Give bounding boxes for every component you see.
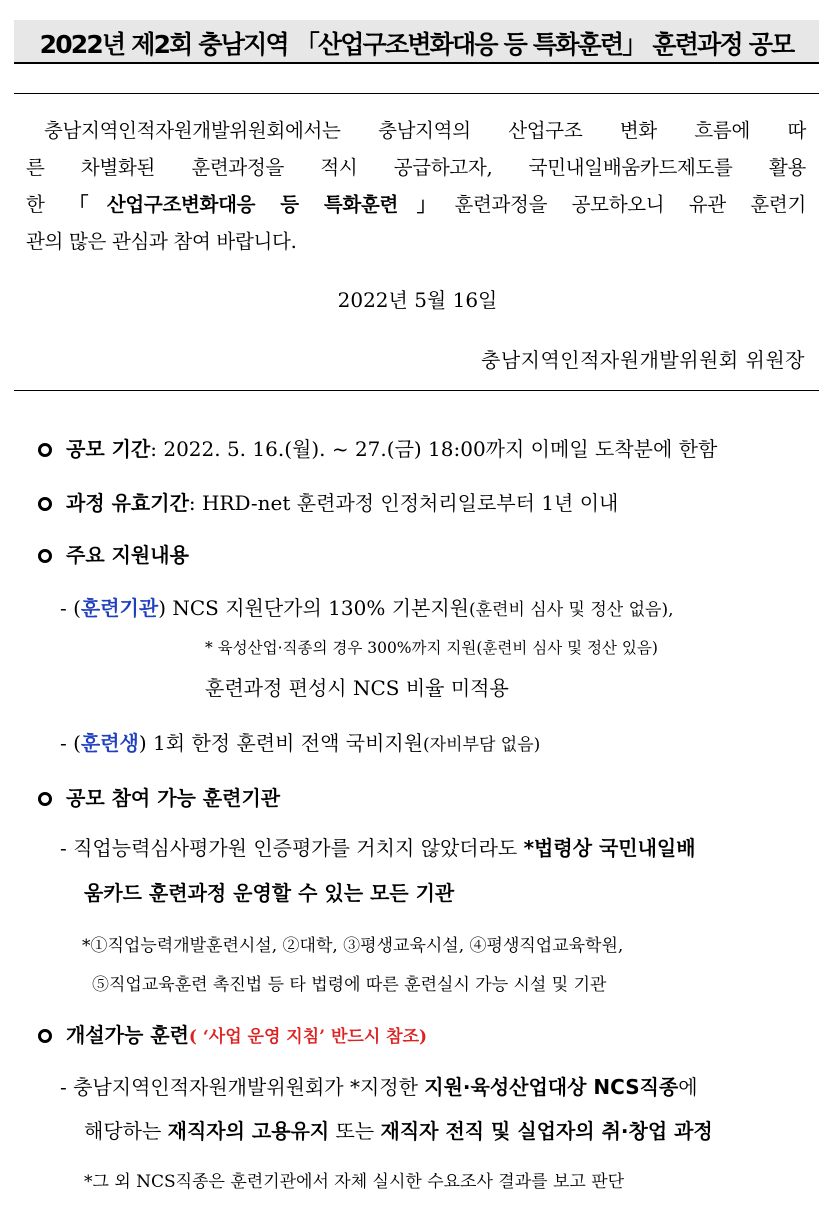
trainee-note: (자비부담 없음) — [423, 735, 541, 755]
section-eligible — [38, 782, 280, 811]
intro-line-4: 관의 많은 관심과 참여 바랍니다. — [26, 230, 297, 253]
eligible-line-2: 움카드 훈련과정 운영할 수 있는 모든 기관 — [84, 881, 455, 905]
intro-paragraph — [26, 112, 806, 260]
period-label: 공모 기간 — [66, 437, 151, 461]
eligible-heading: 공모 참여 가능 훈련기관 — [66, 786, 281, 810]
divider-top — [14, 93, 819, 94]
trainee-label: 훈련생 — [80, 731, 139, 755]
circle-bullet-icon — [38, 443, 52, 457]
intro-line-1: 충남지역인적자원개발위원회에서는 충남지역의 산업구조 변화 흐름에 따 — [44, 119, 806, 142]
validity-label: 과정 유효기간 — [66, 491, 189, 515]
institution-ncs-note: 훈련과정 편성시 NCS 비율 미적용 — [205, 676, 509, 700]
eligible-note-2: ⑤직업교육훈련 촉진법 등 타 법령에 따른 훈련실시 가능 시설 및 기관 — [92, 975, 607, 995]
circle-bullet-icon — [38, 1029, 52, 1043]
circle-bullet-icon — [38, 497, 52, 511]
courses-line-2: 해당하는 재직자의 고용유지 또는 재직자 전직 및 실업자의 취·창업 과정 — [84, 1119, 713, 1143]
page-title: 2022년 제2회 충남지역 「산업구조변화대응 등 특화훈련」 훈련과정 공모 — [39, 30, 794, 59]
announcement-date: 2022년 5월 16일 — [337, 288, 498, 312]
courses-line-1: - 충남지역인적자원개발위원회가 *지정한 지원·육성산업대상 NCS직종에 — [60, 1075, 698, 1099]
circle-bullet-icon — [38, 549, 52, 563]
support-institution: - (훈련기관) NCS 지원단가의 130% 기본지원(훈련비 심사 및 정산 없음), — [60, 596, 674, 620]
section-period — [38, 433, 717, 462]
institution-label: 훈련기관 — [80, 596, 159, 620]
intro-highlight: 「산업구조변화대응 등 특화훈련」 — [69, 193, 455, 216]
intro-line-2: 른 차별화된 훈련과정을 적시 공급하고자, 국민내일배움카드제도를 활용 — [26, 156, 806, 179]
validity-value: : HRD-net 훈련과정 인정처리일로부터 1년 이내 — [188, 491, 619, 515]
eligible-note-1: *①직업능력개발훈련시설, ②대학, ③평생교육시설, ④평생직업교육학원, — [82, 936, 624, 956]
signatory: 충남지역인적자원개발위원회 위원장 — [481, 348, 805, 372]
period-value: : 2022. 5. 16.(월). ~ 27.(금) 18:00까지 이메일 도착분에 한함 — [150, 437, 718, 461]
institution-extra-note: * 육성산업·직종의 경우 300%까지 지원(훈련비 심사 및 정산 있음) — [205, 639, 658, 657]
divider-middle — [14, 390, 819, 391]
eligible-line-1: - 직업능력심사평가원 인증평가를 거치지 않았더라도 *법령상 국민내일배 — [60, 836, 696, 860]
section-validity — [38, 487, 618, 516]
support-trainee: - (훈련생) 1회 한정 훈련비 전액 국비지원(자비부담 없음) — [60, 731, 541, 755]
circle-bullet-icon — [38, 792, 52, 806]
intro-line-3: 한 「산업구조변화대응 등 특화훈련」훈련과정을 공모하오니 유관 훈련기 — [26, 193, 807, 216]
courses-heading-note: ( ‘사업 운영 지침’ 반드시 참조) — [188, 1027, 428, 1047]
support-heading: 주요 지원내용 — [66, 543, 189, 567]
institution-note: (훈련비 심사 및 정산 없음), — [469, 600, 674, 620]
section-courses — [38, 1019, 427, 1048]
courses-note: *그 외 NCS직종은 훈련기관에서 자체 실시한 수요조사 결과를 보고 판단 — [84, 1172, 625, 1192]
section-support — [38, 539, 189, 568]
courses-heading: 개설가능 훈련 — [66, 1023, 189, 1047]
title-banner — [14, 20, 819, 64]
